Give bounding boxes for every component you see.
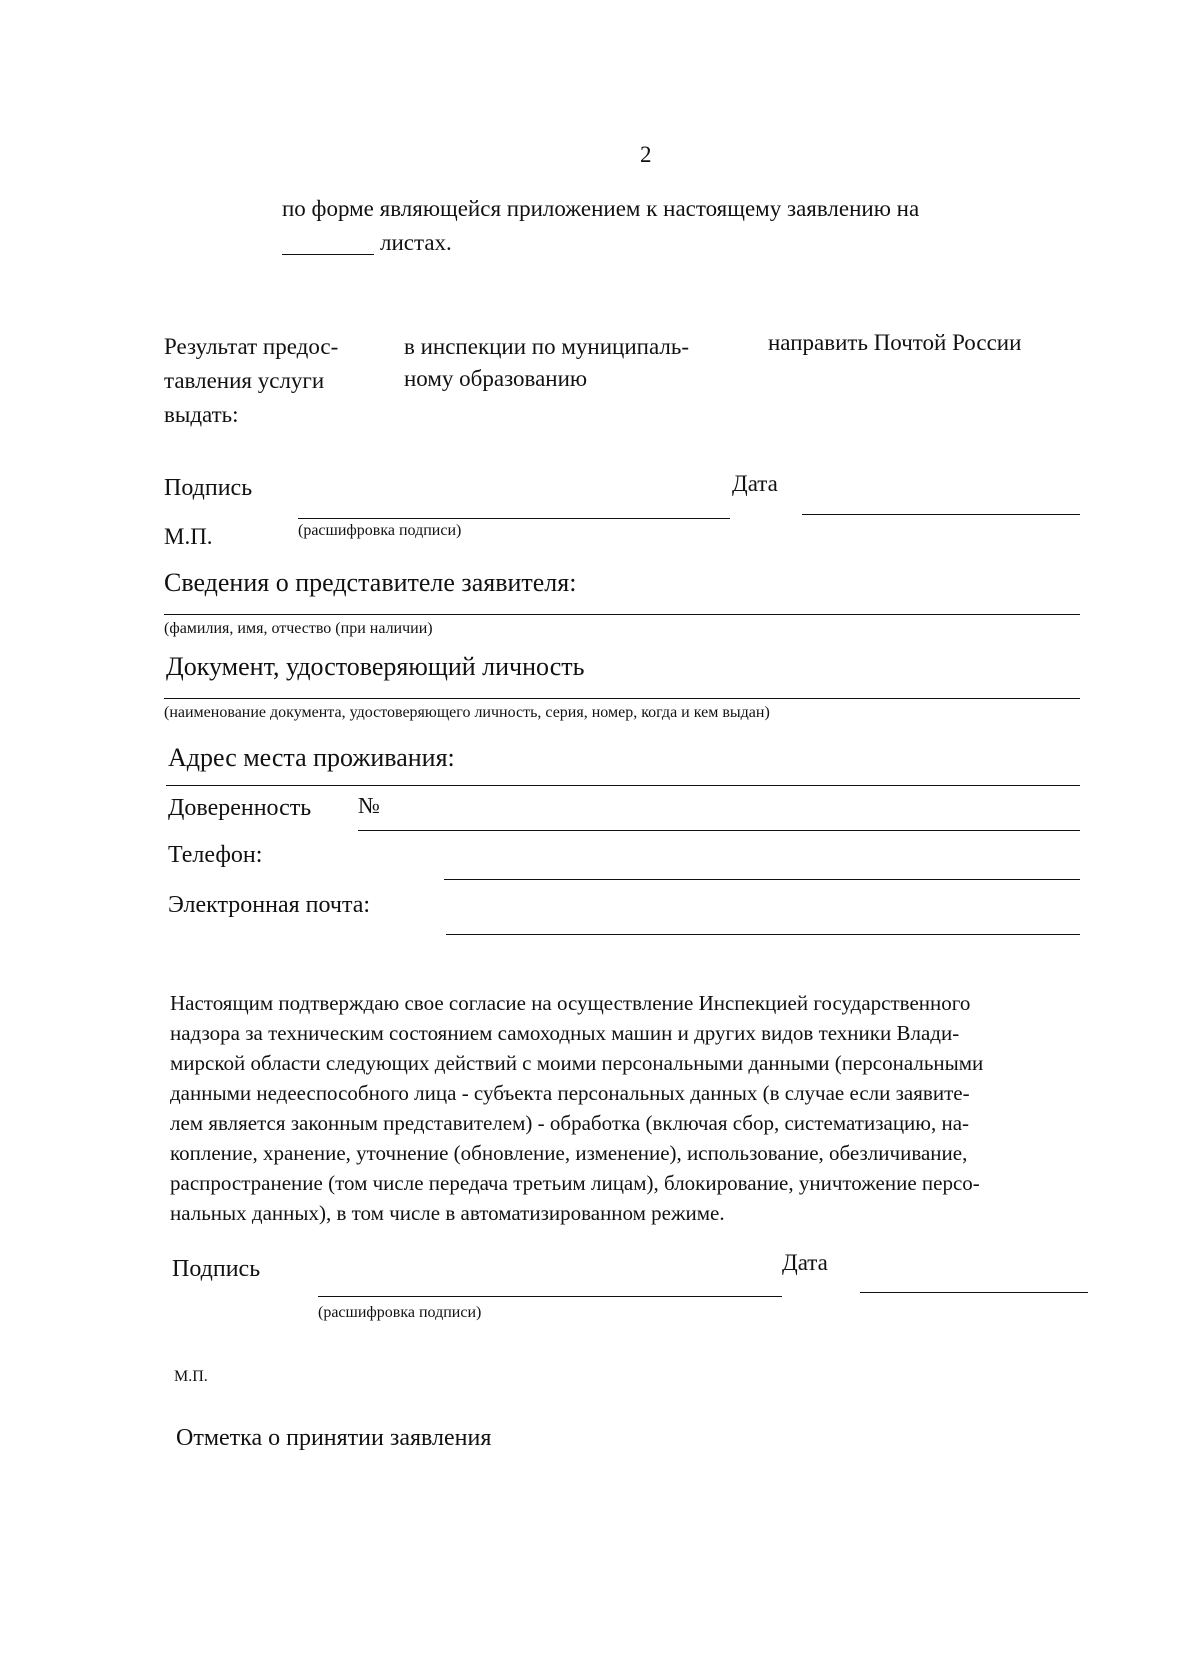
id-doc-label: Документ, удостоверяющий личность bbox=[166, 652, 585, 681]
email-line[interactable] bbox=[446, 934, 1080, 935]
signature-label-1: Подпись bbox=[164, 475, 253, 501]
phone-line[interactable] bbox=[444, 879, 1080, 880]
consent-line: Настоящим подтверждаю свое согласие на осуществление Инспекцией государственного bbox=[170, 991, 971, 1015]
decode-caption-1: (расшифровка подписи) bbox=[298, 522, 462, 539]
result-option-post[interactable]: направить Почтой России bbox=[768, 330, 1022, 355]
result-option-inspection-line-2[interactable]: ному образованию bbox=[404, 366, 588, 391]
poa-number-sign: № bbox=[358, 793, 380, 818]
address-label: Адрес места проживания: bbox=[168, 743, 455, 772]
result-label-line-2: тавления услуги bbox=[164, 368, 325, 393]
consent-line: распространение (том числе передача третьим лицам), блокирование, уничтожение персо- bbox=[170, 1171, 980, 1195]
id-doc-line[interactable] bbox=[164, 698, 1080, 699]
poa-label: Доверенность bbox=[168, 795, 312, 821]
sheets-count-blank[interactable] bbox=[282, 254, 374, 255]
intro-line-1: по форме являющейся приложением к настоящему заявлению на bbox=[282, 196, 920, 221]
representative-name-line[interactable] bbox=[164, 614, 1080, 615]
consent-line: мирской области следующих действий с моими персональными данными (персональными bbox=[170, 1051, 984, 1075]
date-line-1[interactable] bbox=[802, 514, 1080, 515]
date-label-1: Дата bbox=[732, 471, 778, 496]
consent-line: копление, хранение, уточнение (обновление, изменение), использование, обезличивание, bbox=[170, 1141, 968, 1165]
consent-line: данными недееспособного лица - субъекта персональных данных (в случае если заявите- bbox=[170, 1081, 970, 1105]
decode-caption-2: (расшифровка подписи) bbox=[318, 1304, 482, 1321]
signature-line-1[interactable] bbox=[298, 518, 730, 519]
consent-line: лем является законным представителем) - обработка (включая сбор, систематизацию, на- bbox=[170, 1111, 970, 1135]
stamp-label-2: М.П. bbox=[174, 1368, 208, 1385]
signature-line-2[interactable] bbox=[318, 1296, 782, 1297]
result-option-inspection-line-1[interactable]: в инспекции по муниципаль- bbox=[404, 334, 689, 359]
date-label-2: Дата bbox=[782, 1250, 828, 1275]
consent-line: надзора за техническим состоянием самоходных машин и других видов техники Влади- bbox=[170, 1021, 960, 1045]
acceptance-mark: Отметка о принятии заявления bbox=[176, 1425, 492, 1451]
representative-name-caption: (фамилия, имя, отчество (при наличии) bbox=[164, 620, 433, 637]
signature-label-2: Подпись bbox=[172, 1256, 261, 1282]
intro-line-2: листах. bbox=[380, 230, 452, 255]
page-number: 2 bbox=[640, 142, 652, 167]
address-line[interactable] bbox=[166, 785, 1080, 786]
consent-line: нальных данных), в том числе в автоматизированном режиме. bbox=[170, 1201, 725, 1225]
phone-label: Телефон: bbox=[168, 842, 263, 868]
id-doc-caption: (наименование документа, удостоверяющего личность, серия, номер, когда и кем выдан) bbox=[164, 704, 770, 721]
stamp-label-1: М.П. bbox=[164, 524, 213, 549]
date-line-2[interactable] bbox=[860, 1292, 1088, 1293]
representative-title: Сведения о представителе заявителя: bbox=[164, 568, 577, 597]
consent-paragraph bbox=[170, 988, 1090, 1228]
email-label: Электронная почта: bbox=[168, 892, 371, 918]
result-label-line-1: Результат предос- bbox=[164, 334, 339, 359]
result-label-line-3: выдать: bbox=[164, 402, 239, 427]
poa-number-line[interactable] bbox=[358, 830, 1080, 831]
